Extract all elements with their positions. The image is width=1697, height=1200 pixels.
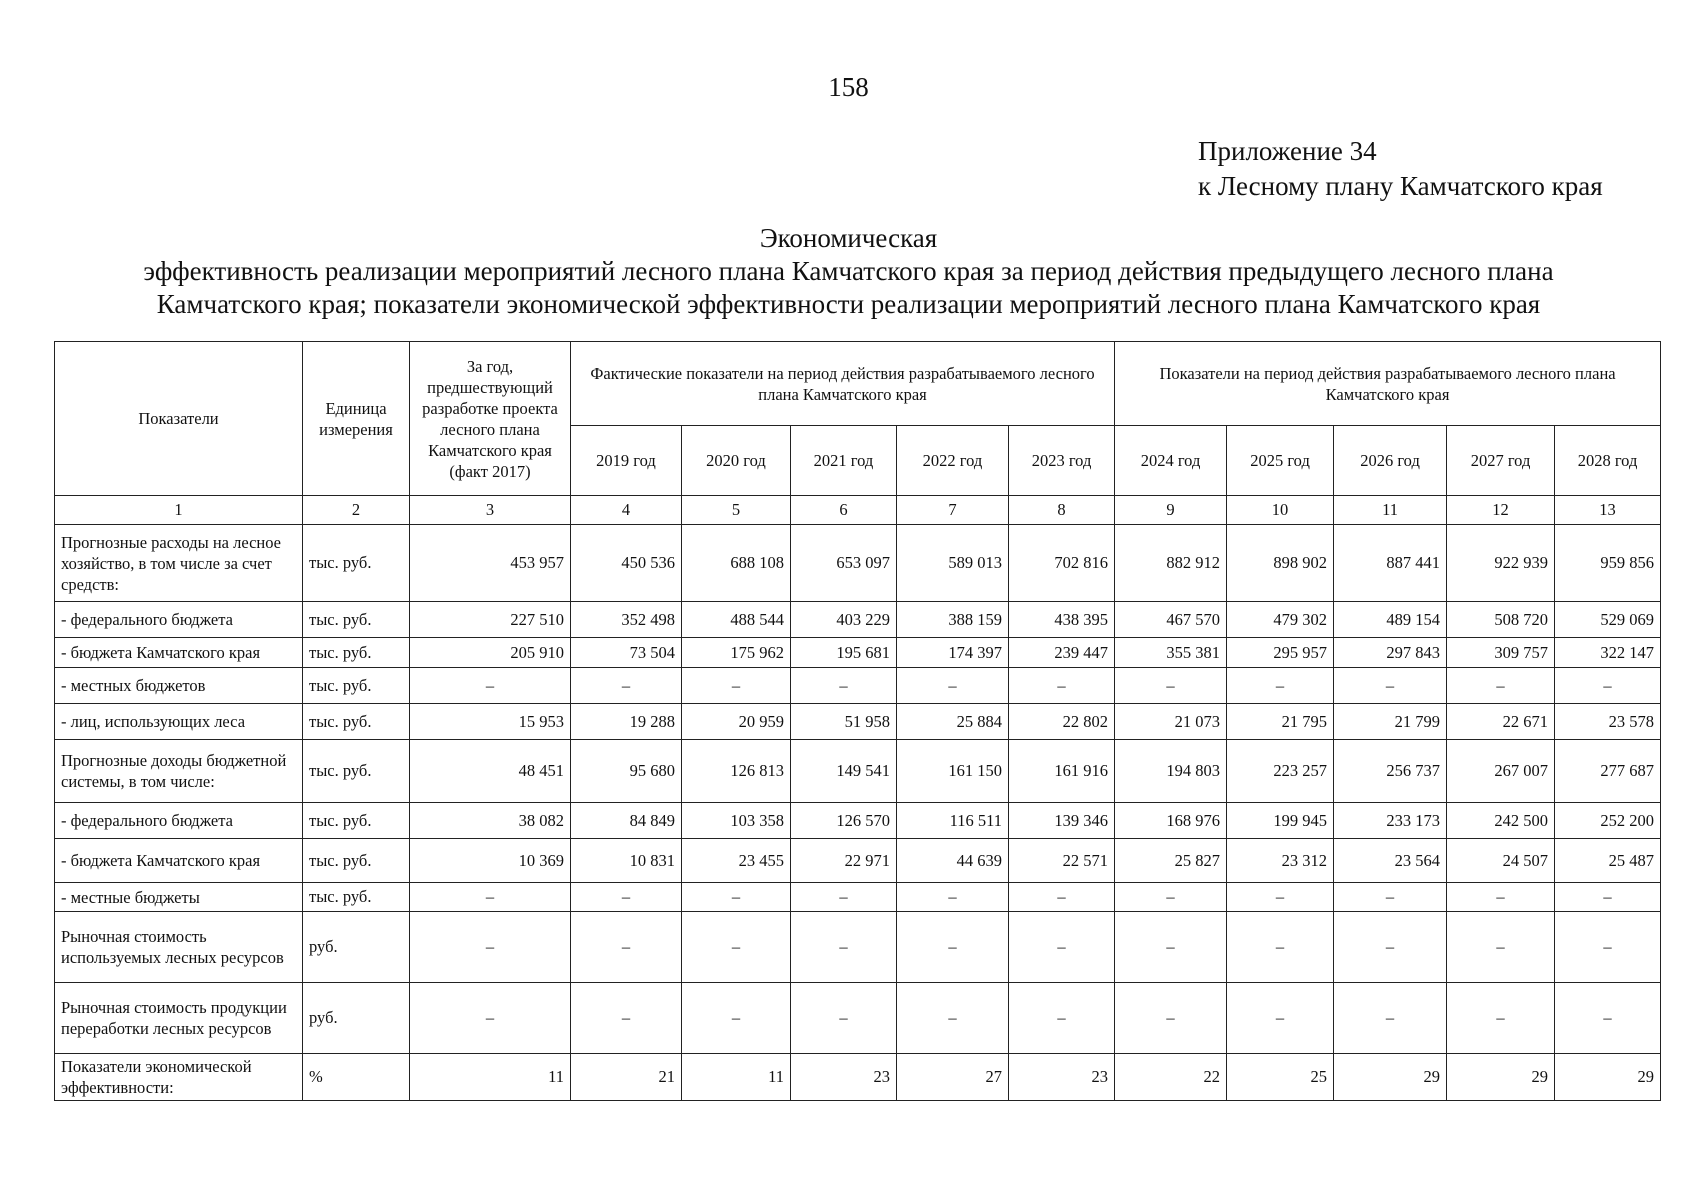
row-unit: тыс. руб.	[303, 803, 410, 839]
title-line-3: Камчатского края; показатели экономической эффективности реализации мероприятий лесного плана Камчатского края	[156, 289, 1541, 319]
value-cell: 19 288	[571, 704, 682, 740]
value-cell: 438 395	[1009, 602, 1115, 638]
value-cell: –	[410, 883, 571, 912]
appendix-line-1: Приложение 34	[1198, 136, 1377, 166]
value-cell: –	[1447, 668, 1555, 704]
value-cell: –	[682, 983, 791, 1054]
value-cell: –	[1555, 912, 1661, 983]
appendix-note	[1198, 134, 1603, 204]
value-cell: 29	[1447, 1054, 1555, 1101]
row-label: - бюджета Камчатского края	[55, 839, 303, 883]
value-cell: 297 843	[1334, 638, 1447, 668]
value-cell: –	[1009, 912, 1115, 983]
value-cell: 529 069	[1555, 602, 1661, 638]
header-year: 2027 год	[1447, 426, 1555, 496]
value-cell: –	[1334, 668, 1447, 704]
column-number: 13	[1555, 496, 1661, 525]
value-cell: 139 346	[1009, 803, 1115, 839]
value-cell: 25	[1227, 1054, 1334, 1101]
table-row	[55, 839, 1661, 883]
value-cell: –	[1115, 668, 1227, 704]
value-cell: 21	[571, 1054, 682, 1101]
row-unit: тыс. руб.	[303, 740, 410, 803]
value-cell: 22	[1115, 1054, 1227, 1101]
value-cell: 23	[791, 1054, 897, 1101]
table-row	[55, 638, 1661, 668]
value-cell: –	[682, 668, 791, 704]
header-year: 2026 год	[1334, 426, 1447, 496]
value-cell: –	[791, 912, 897, 983]
row-unit: тыс. руб.	[303, 668, 410, 704]
value-cell: 25 827	[1115, 839, 1227, 883]
row-label: Рыночная стоимость продукции переработки лесных ресурсов	[55, 983, 303, 1054]
value-cell: 882 912	[1115, 525, 1227, 602]
value-cell: 95 680	[571, 740, 682, 803]
value-cell: –	[1447, 883, 1555, 912]
value-cell: –	[1227, 668, 1334, 704]
value-cell: 295 957	[1227, 638, 1334, 668]
value-cell: –	[897, 883, 1009, 912]
column-number: 8	[1009, 496, 1115, 525]
value-cell: –	[571, 668, 682, 704]
value-cell: 21 799	[1334, 704, 1447, 740]
value-cell: 20 959	[682, 704, 791, 740]
value-cell: 239 447	[1009, 638, 1115, 668]
header-year: 2024 год	[1115, 426, 1227, 496]
value-cell: 453 957	[410, 525, 571, 602]
value-cell: 355 381	[1115, 638, 1227, 668]
value-cell: 23	[1009, 1054, 1115, 1101]
table-row	[55, 668, 1661, 704]
header-year: 2023 год	[1009, 426, 1115, 496]
value-cell: 48 451	[410, 740, 571, 803]
efficiency-table	[54, 341, 1661, 1101]
value-cell: –	[1009, 668, 1115, 704]
value-cell: 103 358	[682, 803, 791, 839]
value-cell: –	[791, 983, 897, 1054]
header-plan-group: Показатели на период действия разрабатываемого лесного плана Камчатского края	[1115, 342, 1661, 426]
value-cell: 84 849	[571, 803, 682, 839]
column-number: 5	[682, 496, 791, 525]
value-cell: –	[1115, 983, 1227, 1054]
table-row	[55, 912, 1661, 983]
value-cell: –	[897, 983, 1009, 1054]
value-cell: 10 369	[410, 839, 571, 883]
value-cell: 309 757	[1447, 638, 1555, 668]
value-cell: –	[1227, 883, 1334, 912]
header-actual-group: Фактические показатели на период действия разрабатываемого лесного плана Камчатского края	[571, 342, 1115, 426]
value-cell: 25 884	[897, 704, 1009, 740]
value-cell: 922 939	[1447, 525, 1555, 602]
row-unit: руб.	[303, 983, 410, 1054]
value-cell: –	[1334, 883, 1447, 912]
value-cell: –	[1009, 883, 1115, 912]
header-year: 2022 год	[897, 426, 1009, 496]
value-cell: 479 302	[1227, 602, 1334, 638]
row-label: Прогнозные расходы на лесное хозяйство, в том числе за счет средств:	[55, 525, 303, 602]
row-unit: тыс. руб.	[303, 638, 410, 668]
value-cell: –	[571, 912, 682, 983]
value-cell: 489 154	[1334, 602, 1447, 638]
value-cell: –	[571, 883, 682, 912]
value-cell: 688 108	[682, 525, 791, 602]
value-cell: 223 257	[1227, 740, 1334, 803]
value-cell: –	[682, 912, 791, 983]
row-label: Рыночная стоимость используемых лесных ресурсов	[55, 912, 303, 983]
value-cell: –	[410, 912, 571, 983]
row-label: Прогнозные доходы бюджетной системы, в том числе:	[55, 740, 303, 803]
value-cell: 22 802	[1009, 704, 1115, 740]
value-cell: 388 159	[897, 602, 1009, 638]
header-prior-year: За год, предшествующий разработке проекта лесного плана Камчатского края (факт 2017)	[410, 342, 571, 496]
value-cell: –	[1009, 983, 1115, 1054]
value-cell: 15 953	[410, 704, 571, 740]
value-cell: –	[1555, 883, 1661, 912]
document-title	[0, 222, 1697, 321]
row-label: - федерального бюджета	[55, 803, 303, 839]
header-year: 2021 год	[791, 426, 897, 496]
value-cell: 174 397	[897, 638, 1009, 668]
value-cell: –	[410, 983, 571, 1054]
column-number: 11	[1334, 496, 1447, 525]
row-unit: тыс. руб.	[303, 602, 410, 638]
value-cell: 450 536	[571, 525, 682, 602]
value-cell: 467 570	[1115, 602, 1227, 638]
table-row	[55, 704, 1661, 740]
value-cell: –	[682, 883, 791, 912]
value-cell: –	[571, 983, 682, 1054]
value-cell: 898 902	[1227, 525, 1334, 602]
value-cell: 22 671	[1447, 704, 1555, 740]
value-cell: 168 976	[1115, 803, 1227, 839]
value-cell: 27	[897, 1054, 1009, 1101]
column-number: 10	[1227, 496, 1334, 525]
value-cell: 126 813	[682, 740, 791, 803]
row-unit: тыс. руб.	[303, 883, 410, 912]
value-cell: 21 795	[1227, 704, 1334, 740]
value-cell: 11	[410, 1054, 571, 1101]
header-year: 2020 год	[682, 426, 791, 496]
value-cell: 589 013	[897, 525, 1009, 602]
value-cell: 653 097	[791, 525, 897, 602]
column-number: 9	[1115, 496, 1227, 525]
header-indicators: Показатели	[55, 342, 303, 496]
table-row	[55, 740, 1661, 803]
value-cell: –	[1555, 668, 1661, 704]
header-year: 2019 год	[571, 426, 682, 496]
title-line-2: эффективность реализации мероприятий лесного плана Камчатского края за период действия предыдущего лесного плана	[143, 256, 1554, 286]
header-row-groups	[55, 342, 1661, 426]
row-label: - бюджета Камчатского края	[55, 638, 303, 668]
value-cell: –	[1227, 912, 1334, 983]
column-number: 12	[1447, 496, 1555, 525]
row-label: - местных бюджетов	[55, 668, 303, 704]
page-number: 158	[828, 72, 869, 102]
column-number: 1	[55, 496, 303, 525]
header-unit: Единица измерения	[303, 342, 410, 496]
value-cell: –	[1447, 912, 1555, 983]
value-cell: 161 916	[1009, 740, 1115, 803]
value-cell: 227 510	[410, 602, 571, 638]
value-cell: 959 856	[1555, 525, 1661, 602]
value-cell: 21 073	[1115, 704, 1227, 740]
table-row	[55, 602, 1661, 638]
value-cell: 252 200	[1555, 803, 1661, 839]
value-cell: 51 958	[791, 704, 897, 740]
value-cell: 10 831	[571, 839, 682, 883]
value-cell: –	[1555, 983, 1661, 1054]
value-cell: 23 312	[1227, 839, 1334, 883]
value-cell: 205 910	[410, 638, 571, 668]
value-cell: 11	[682, 1054, 791, 1101]
row-label: - лиц, использующих леса	[55, 704, 303, 740]
value-cell: 702 816	[1009, 525, 1115, 602]
value-cell: –	[897, 912, 1009, 983]
value-cell: 44 639	[897, 839, 1009, 883]
value-cell: 23 564	[1334, 839, 1447, 883]
value-cell: 29	[1334, 1054, 1447, 1101]
value-cell: 277 687	[1555, 740, 1661, 803]
value-cell: –	[791, 883, 897, 912]
row-unit: тыс. руб.	[303, 704, 410, 740]
row-label: - федерального бюджета	[55, 602, 303, 638]
value-cell: 488 544	[682, 602, 791, 638]
value-cell: –	[1447, 983, 1555, 1054]
value-cell: –	[1115, 883, 1227, 912]
value-cell: –	[1115, 912, 1227, 983]
value-cell: 161 150	[897, 740, 1009, 803]
column-number: 6	[791, 496, 897, 525]
column-number-row	[55, 496, 1661, 525]
value-cell: 322 147	[1555, 638, 1661, 668]
value-cell: 149 541	[791, 740, 897, 803]
header-year: 2028 год	[1555, 426, 1661, 496]
value-cell: 242 500	[1447, 803, 1555, 839]
value-cell: 175 962	[682, 638, 791, 668]
value-cell: –	[1227, 983, 1334, 1054]
column-number: 2	[303, 496, 410, 525]
row-label: - местные бюджеты	[55, 883, 303, 912]
value-cell: 233 173	[1334, 803, 1447, 839]
column-number: 4	[571, 496, 682, 525]
value-cell: 24 507	[1447, 839, 1555, 883]
value-cell: 23 455	[682, 839, 791, 883]
value-cell: 508 720	[1447, 602, 1555, 638]
value-cell: 199 945	[1227, 803, 1334, 839]
value-cell: –	[1334, 912, 1447, 983]
row-unit: тыс. руб.	[303, 839, 410, 883]
table-row	[55, 983, 1661, 1054]
table-row	[55, 525, 1661, 602]
table-row	[55, 1054, 1661, 1101]
value-cell: 126 570	[791, 803, 897, 839]
header-year: 2025 год	[1227, 426, 1334, 496]
column-number: 7	[897, 496, 1009, 525]
value-cell: 73 504	[571, 638, 682, 668]
value-cell: –	[897, 668, 1009, 704]
value-cell: 22 971	[791, 839, 897, 883]
row-unit: тыс. руб.	[303, 525, 410, 602]
row-unit: %	[303, 1054, 410, 1101]
row-unit: руб.	[303, 912, 410, 983]
value-cell: 352 498	[571, 602, 682, 638]
value-cell: 25 487	[1555, 839, 1661, 883]
value-cell: 267 007	[1447, 740, 1555, 803]
value-cell: –	[791, 668, 897, 704]
title-line-1: Экономическая	[759, 223, 938, 253]
value-cell: 38 082	[410, 803, 571, 839]
column-number: 3	[410, 496, 571, 525]
value-cell: 195 681	[791, 638, 897, 668]
value-cell: 403 229	[791, 602, 897, 638]
value-cell: 194 803	[1115, 740, 1227, 803]
value-cell: 29	[1555, 1054, 1661, 1101]
value-cell: 22 571	[1009, 839, 1115, 883]
value-cell: 23 578	[1555, 704, 1661, 740]
value-cell: 116 511	[897, 803, 1009, 839]
table-row	[55, 883, 1661, 912]
value-cell: –	[1334, 983, 1447, 1054]
table-row	[55, 803, 1661, 839]
appendix-line-2: к Лесному плану Камчатского края	[1198, 171, 1603, 201]
value-cell: 256 737	[1334, 740, 1447, 803]
row-label: Показатели экономической эффективности:	[55, 1054, 303, 1101]
value-cell: –	[410, 668, 571, 704]
value-cell: 887 441	[1334, 525, 1447, 602]
